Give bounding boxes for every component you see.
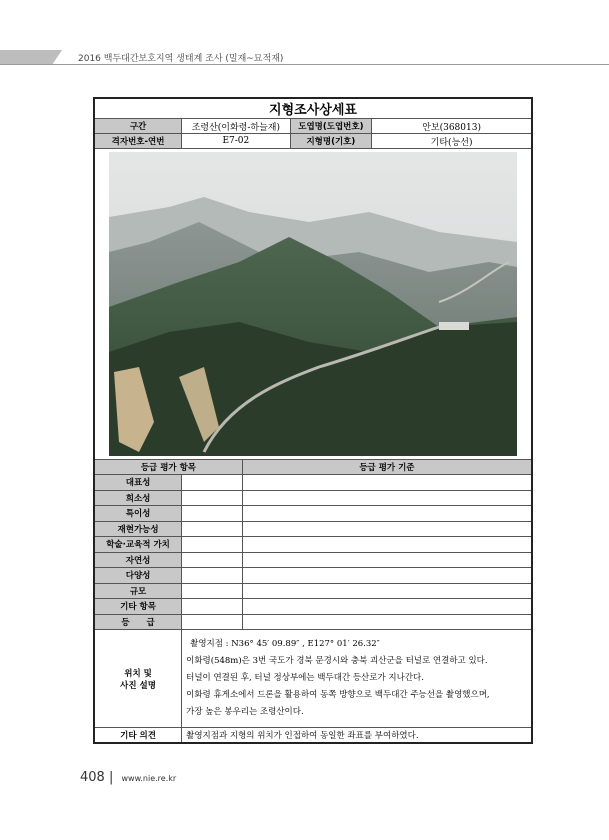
grade-row (94, 599, 532, 615)
section-label: 구간 (94, 119, 182, 134)
desc-line: 촬영지점 : N36° 45′ 09.89″ , E127° 01′ 26.32″ (190, 639, 380, 649)
map-label: 도엽명(도엽번호) (290, 119, 372, 134)
grade-value (182, 552, 243, 568)
grade-item-header: 등급 평가 항목 (94, 460, 242, 475)
running-header (0, 50, 609, 65)
form-title: 지형조사상세표 (94, 98, 532, 119)
grade-criteria (242, 490, 532, 506)
grade-value (182, 475, 243, 491)
grade-value (182, 599, 243, 615)
grade-criteria (242, 599, 532, 615)
running-title: 2016 백두대간보호지역 생태계 조사 (밀재~묘적재) (78, 54, 284, 64)
other-label: 기타 의견 (94, 728, 182, 744)
grade-item-label: 등 급 (94, 614, 182, 630)
grade-criteria (242, 552, 532, 568)
grid-value: E7-02 (182, 134, 290, 149)
grade-item-label: 다양성 (94, 568, 182, 584)
footer: 408 | www.nie.re.kr (80, 770, 177, 785)
location-description (182, 630, 532, 728)
grade-row (94, 475, 532, 491)
landform-survey-table (93, 97, 533, 744)
grade-criteria (242, 568, 532, 584)
header-tab (0, 50, 62, 64)
grade-row (94, 552, 532, 568)
desc-line: 이화령 휴게소에서 드론을 활용하여 동쪽 방향으로 백두대간 주능선을 촬영했으며, (186, 690, 490, 700)
grade-row (94, 506, 532, 522)
site-url: www.nie.re.kr (121, 774, 177, 783)
grade-row (94, 583, 532, 599)
grade-row (94, 568, 532, 584)
grade-value (182, 583, 243, 599)
grade-criteria (242, 614, 532, 630)
location-label-line-1: 위치 및 (124, 668, 152, 679)
section-value: 조령산(이화령-하늘재) (182, 119, 290, 134)
grade-row (94, 537, 532, 553)
desc-line: 터널이 연결된 후, 터널 정상부에는 백두대간 등산로가 지나간다. (186, 673, 424, 683)
grade-value (182, 568, 243, 584)
grade-row (94, 614, 532, 630)
grade-row (94, 521, 532, 537)
desc-line: 이화령(548m)은 3번 국도가 경북 문경시와 충북 괴산군을 터널로 연결하고 있다. (186, 656, 488, 666)
grid-label: 격자번호-연번 (94, 134, 182, 149)
grade-criteria (242, 521, 532, 537)
grade-value (182, 614, 243, 630)
landform-label: 지형명(기호) (290, 134, 372, 149)
grade-row (94, 490, 532, 506)
desc-line: 가장 높은 봉우리는 조령산이다. (186, 707, 304, 717)
grade-item-label: 규모 (94, 583, 182, 599)
grade-value (182, 490, 243, 506)
grade-item-label: 대표성 (94, 475, 182, 491)
grade-item-label: 희소성 (94, 490, 182, 506)
aerial-mountain-photo (109, 152, 517, 456)
grade-item-label: 학술·교육적 가치 (94, 537, 182, 553)
grade-criteria (242, 583, 532, 599)
map-value: 안보(368013) (372, 119, 532, 134)
grade-criteria-header: 등급 평가 기준 (242, 460, 532, 475)
landform-value: 기타(능선) (372, 134, 532, 149)
page-number: 408 (80, 770, 105, 785)
grade-criteria (242, 475, 532, 491)
grade-value (182, 521, 243, 537)
grade-value (182, 537, 243, 553)
grade-item-label: 재현가능성 (94, 521, 182, 537)
photo-cell (94, 149, 532, 460)
grade-item-label: 특이성 (94, 506, 182, 522)
grade-criteria (242, 506, 532, 522)
grade-item-label: 기타 항목 (94, 599, 182, 615)
other-value: 촬영지점과 지형의 위치가 인접하여 동일한 좌표를 부여하였다. (182, 728, 532, 744)
location-label (94, 630, 182, 728)
grade-item-label: 자연성 (94, 552, 182, 568)
grade-value (182, 506, 243, 522)
grade-criteria (242, 537, 532, 553)
location-label-line-2: 사진 설명 (120, 680, 156, 691)
